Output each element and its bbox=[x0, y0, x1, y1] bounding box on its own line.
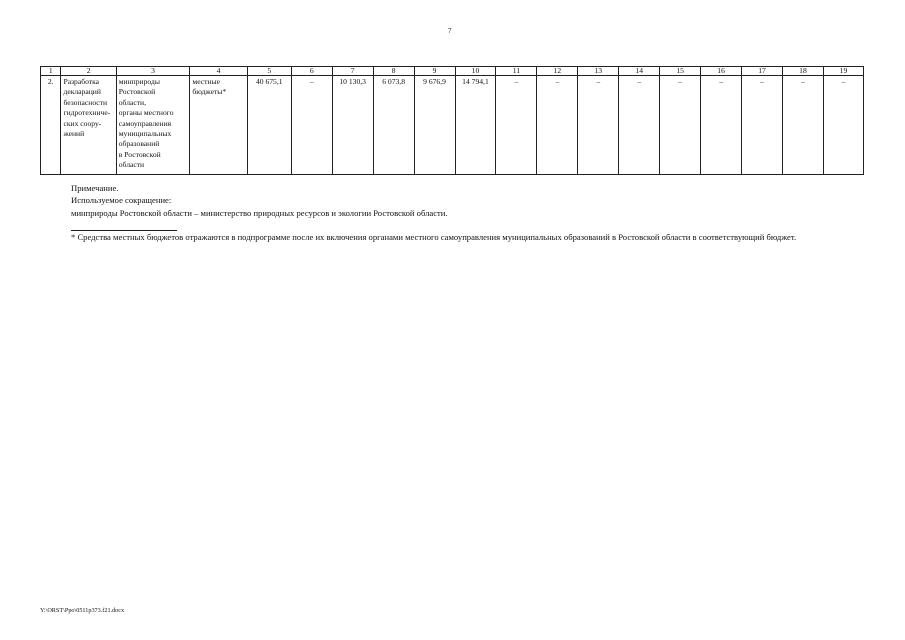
value-cell: – bbox=[701, 76, 742, 175]
footnote-separator bbox=[71, 230, 177, 231]
activity-line: деклараций bbox=[63, 87, 101, 97]
page-number: 7 bbox=[448, 27, 452, 35]
footnote-text: * Средства местных бюджетов отражаются в подпрограмме после их включения органами местного самоуправления муниципальных образований в Ростовской области в соответствующий бюджет. bbox=[71, 232, 797, 242]
column-header: 2 bbox=[61, 67, 116, 76]
column-header: 17 bbox=[742, 67, 783, 76]
value-cell: – bbox=[578, 76, 619, 175]
column-header: 8 bbox=[373, 67, 414, 76]
executor-line: муниципальных bbox=[118, 129, 172, 139]
value-cell: – bbox=[619, 76, 660, 175]
activity-line: безопасности bbox=[63, 97, 108, 107]
budget-table bbox=[40, 66, 864, 175]
executor-cell bbox=[116, 76, 190, 175]
column-header: 4 bbox=[190, 67, 247, 76]
value-cell: 40 675,1 bbox=[247, 76, 291, 175]
column-header: 3 bbox=[116, 67, 190, 76]
column-header: 18 bbox=[783, 67, 824, 76]
column-header: 10 bbox=[455, 67, 496, 76]
executor-line: самоуправления bbox=[118, 118, 172, 128]
column-header: 1 bbox=[41, 67, 61, 76]
value-cell: – bbox=[291, 76, 332, 175]
table-row bbox=[41, 76, 864, 175]
activity-line: Разработка bbox=[63, 77, 100, 86]
value-cell: – bbox=[742, 76, 783, 175]
executor-line: области, bbox=[118, 97, 147, 107]
column-header: 7 bbox=[332, 67, 373, 76]
column-header: 6 bbox=[291, 67, 332, 76]
column-header: 19 bbox=[823, 67, 863, 76]
funding-source-line: местные bbox=[192, 77, 221, 86]
value-cell: – bbox=[496, 76, 537, 175]
row-number-cell: 2. bbox=[41, 76, 61, 175]
notes-block bbox=[71, 182, 448, 219]
column-header: 13 bbox=[578, 67, 619, 76]
executor-line: образований bbox=[118, 139, 160, 149]
executor-line: области bbox=[118, 160, 145, 170]
column-header: 11 bbox=[496, 67, 537, 76]
executor-line: органы местного bbox=[118, 108, 174, 118]
executor-line: Ростовской bbox=[118, 87, 156, 97]
activity-line: ских соору- bbox=[63, 118, 102, 128]
activity-line: жений bbox=[63, 129, 85, 139]
column-header: 12 bbox=[537, 67, 578, 76]
abbreviation-text: минприроды Ростовской области – министерство природных ресурсов и экологии Ростовской области. bbox=[71, 207, 448, 218]
value-cell: 9 676,9 bbox=[414, 76, 455, 175]
notes-title: Примечание. bbox=[71, 183, 119, 193]
value-cell: 6 073,8 bbox=[373, 76, 414, 175]
budget-table-container bbox=[40, 66, 864, 175]
table-header-row bbox=[41, 67, 864, 76]
activity-cell bbox=[61, 76, 116, 175]
column-header: 14 bbox=[619, 67, 660, 76]
abbreviation-heading: Используемое сокращение: bbox=[71, 195, 172, 206]
column-header: 9 bbox=[414, 67, 455, 76]
column-header: 15 bbox=[660, 67, 701, 76]
executor-line: в Ростовской bbox=[118, 149, 161, 159]
value-cell: 10 130,3 bbox=[332, 76, 373, 175]
column-header: 16 bbox=[701, 67, 742, 76]
value-cell: – bbox=[823, 76, 863, 175]
executor-line: минприроды bbox=[118, 77, 160, 86]
funding-source-line: бюджеты* bbox=[192, 87, 227, 97]
file-path: Y:\ORST\Ppo\0511p373.f21.docx bbox=[40, 607, 125, 614]
value-cell: 14 794,1 bbox=[455, 76, 496, 175]
value-cell: – bbox=[783, 76, 824, 175]
column-header: 5 bbox=[247, 67, 291, 76]
value-cell: – bbox=[660, 76, 701, 175]
value-cell: – bbox=[537, 76, 578, 175]
activity-line: гидротехниче- bbox=[63, 108, 111, 118]
funding-source-cell bbox=[190, 76, 247, 175]
